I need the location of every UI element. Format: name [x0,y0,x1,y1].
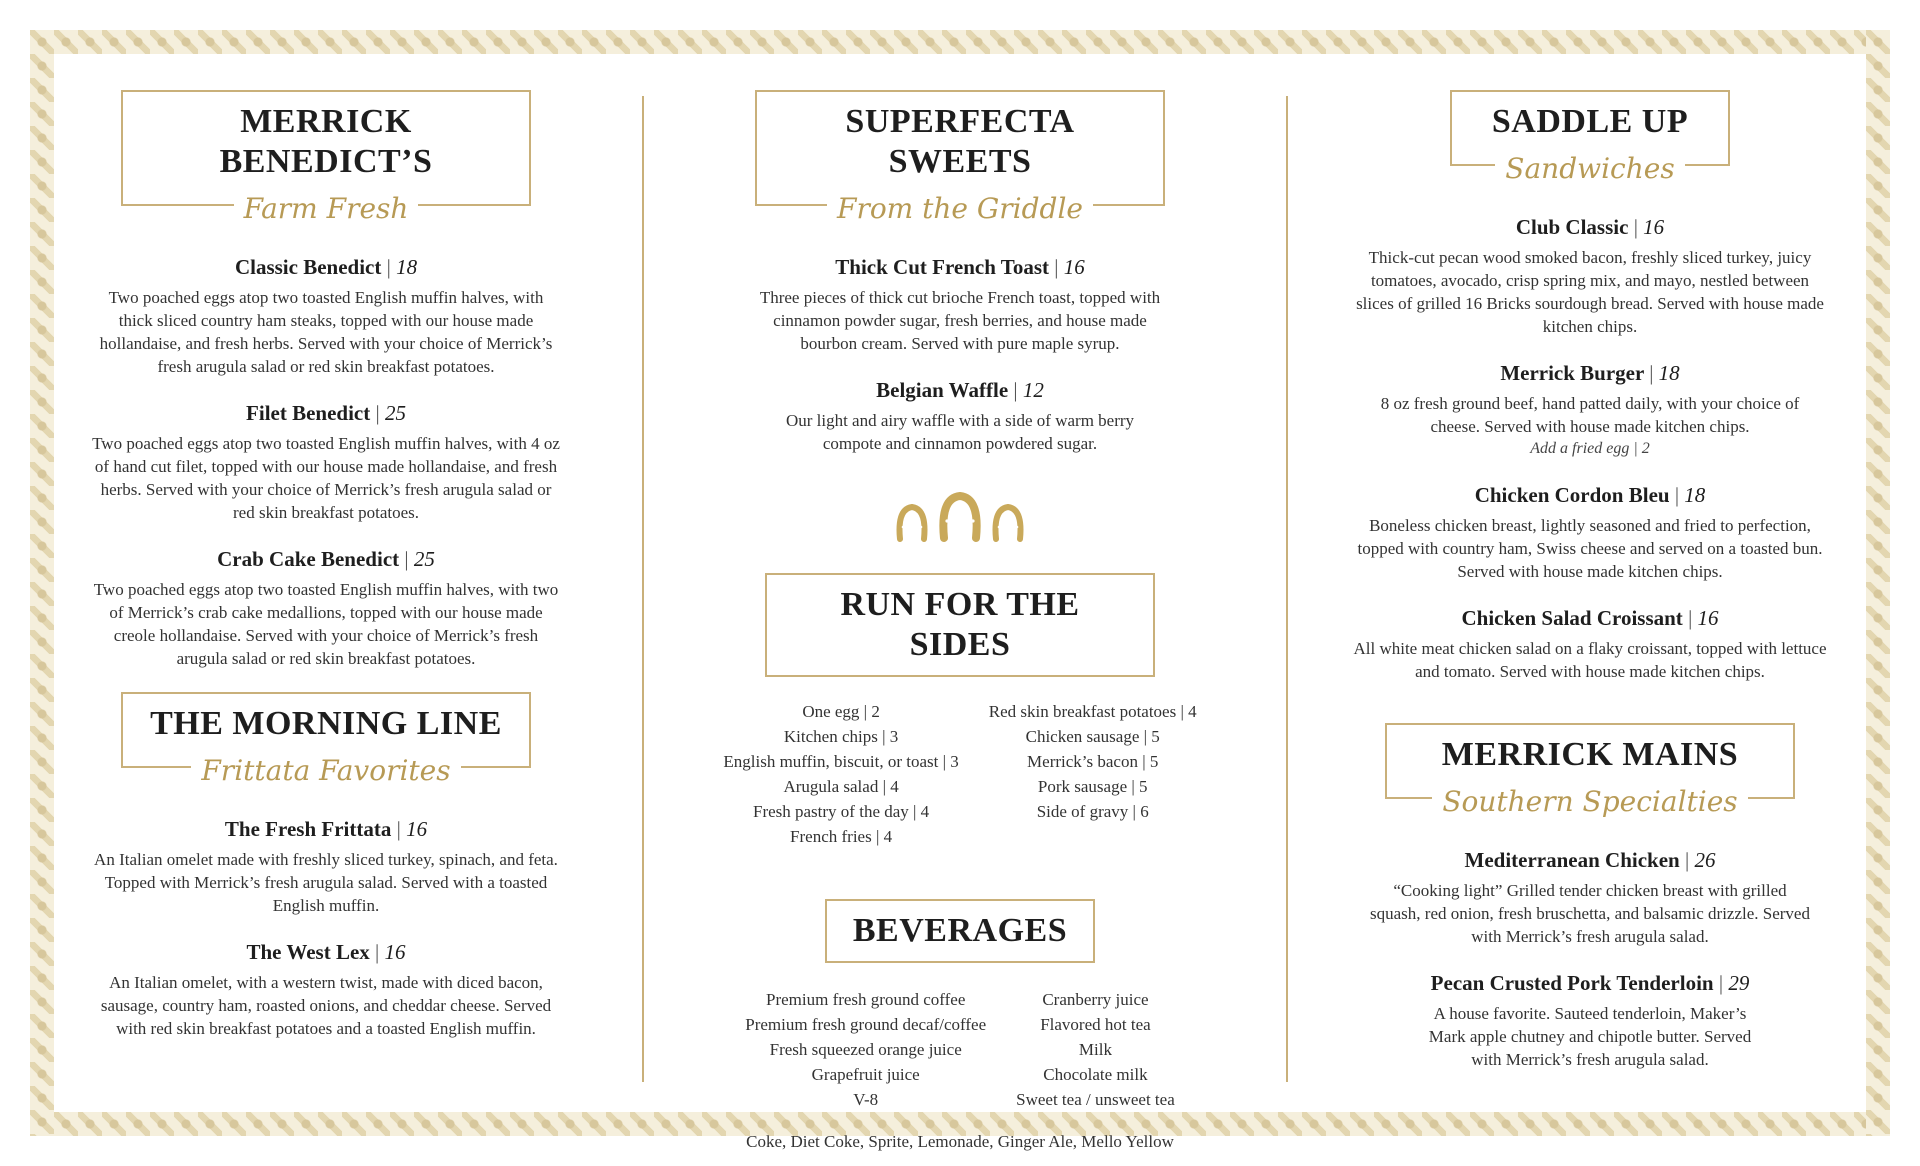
menu-item: Classic Benedict | 18 Two poached eggs atop two toasted English muffin halves, with thick sliced country ham steaks, topped with our house made hollandaise, and fresh herbs. Served with your choice of Merrick’s fresh arugula salad or red skin breakfast potatoes. [90,254,562,378]
item-price: 16 [406,817,428,841]
list-item: One egg | 2 [802,702,880,721]
item-description: 8 oz fresh ground beef, hand patted daily, with your choice of cheese. Served with house made kitchen chips. [1380,394,1800,436]
section-header-superfecta [700,90,1220,225]
menu-column-right [1350,90,1830,1071]
item-name: Chicken Cordon Bleu [1474,483,1670,507]
item-price: 26 [1694,848,1716,872]
item-name: Club Classic [1515,215,1629,239]
item-name: Pecan Crusted Pork Tenderloin [1430,971,1714,995]
item-description: All white meat chicken salad on a flaky croissant, topped with lettuce and tomato. Served with house made kitchen chips. [1353,639,1827,681]
item-price: 18 [1658,361,1680,385]
section-header-benedicts [90,90,562,225]
list-item: Milk [1078,1040,1112,1059]
item-note: Add a fried egg | 2 [1530,440,1650,457]
section-title: RUN FOR THE SIDES [840,586,1080,663]
column-divider-right [1286,96,1288,1082]
item-name: The Fresh Frittata [224,817,392,841]
list-item: Red skin breakfast potatoes | 4 [988,702,1197,721]
section-header-beverages [700,899,1220,963]
beverages-list-right [1016,987,1175,1112]
section-title: MERRICK BENEDICT’S [219,103,433,180]
item-description: Two poached eggs atop two toasted English muffin halves, with thick sliced country ham steaks, topped with our house made hollandaise, and fresh herbs. Served with your choice of Merrick’s fresh arugula salad or red skin breakfast potatoes. [99,288,553,376]
list-item: Premium fresh ground decaf/coffee [745,1015,987,1034]
item-description: Thick-cut pecan wood smoked bacon, freshly sliced turkey, juicy tomatoes, avocado, crisp spring mix, and mayo, nestled between slices of grilled 16 Bricks sourdough bread. Served with house made kitchen chips. [1356,248,1824,336]
decorative-border-right [1866,30,1890,1136]
item-description: Boneless chicken breast, lightly seasoned and fried to perfection, topped with country ham, Swiss cheese and served on a toasted bun. Served with house made kitchen chips. [1357,516,1823,581]
list-item: Kitchen chips | 3 [783,727,899,746]
item-price: 25 [384,401,406,425]
item-price: 12 [1022,378,1044,402]
section-header-sides [700,573,1220,677]
item-name: Crab Cake Benedict [217,547,400,571]
item-name: Chicken Salad Croissant [1461,606,1683,630]
horseshoe-icon [991,503,1025,543]
item-price: 18 [396,255,418,279]
item-description: Two poached eggs atop two toasted English muffin halves, with two of Merrick’s crab cake medallions, topped with our house made creole hollandaise. Served with your choice of Merrick’s fresh arugula salad or red skin breakfast potatoes. [93,580,559,668]
menu-item: Club Classic | 16 Thick-cut pecan wood smoked bacon, freshly sliced turkey, juicy tomatoes, avocado, crisp spring mix, and mayo, nestled between slices of grilled 16 Bricks sourdough bread. Served with house made kitchen chips. [1350,214,1830,338]
section-title: SUPERFECTA SWEETS [845,103,1075,180]
list-item: Side of gravy | 6 [1036,802,1149,821]
section-subtitle: Southern Specialties [1387,785,1793,819]
item-name: Mediterranean Chicken [1464,848,1680,872]
list-item: Merrick’s bacon | 5 [1027,752,1159,771]
sides-list-left [723,699,958,849]
item-name: Filet Benedict [246,401,371,425]
item-price: 16 [384,940,406,964]
list-item: Fresh squeezed orange juice [769,1040,962,1059]
menu-item: Mediterranean Chicken | 26 “Cooking light” Grilled tender chicken breast with grilled squash, red onion, fresh bruschetta, and balsamic drizzle. Served with Merrick’s fresh arugula salad. [1350,847,1830,948]
section-header-saddle-up [1350,90,1830,185]
section-subtitle: Frittata Favorites [123,754,529,788]
menu-item: Crab Cake Benedict | 25 Two poached eggs atop two toasted English muffin halves, with two of Merrick’s crab cake medallions, topped with our house made creole hollandaise. Served with your choice of Merrick’s fresh arugula salad or red skin breakfast potatoes. [90,546,562,670]
horseshoe-icon [937,491,983,543]
decorative-border-left [30,30,54,1136]
list-item: Chocolate milk [1043,1065,1148,1084]
horseshoe-icon [895,503,929,543]
list-item: Cranberry juice [1042,990,1149,1009]
horseshoe-ornament [700,491,1220,543]
menu-item: Thick Cut French Toast | 16 Three pieces of thick cut brioche French toast, topped with cinnamon powder sugar, fresh berries, and house made bourbon cream. Served with pure maple syrup. [700,254,1220,355]
item-price: 16 [1697,606,1719,630]
sides-list-right [989,699,1197,849]
item-name: The West Lex [246,940,370,964]
column-divider-left [642,96,644,1082]
beverages-list [700,987,1220,1112]
list-item: English muffin, biscuit, or toast | 3 [723,752,959,771]
item-price: 29 [1728,971,1750,995]
item-description: “Cooking light” Grilled tender chicken breast with grilled squash, red onion, fresh bruschetta, and balsamic drizzle. Served with Merrick’s fresh arugula salad. [1370,881,1810,946]
item-price: 18 [1684,483,1706,507]
list-item: Pork sausage | 5 [1037,777,1148,796]
list-item: V-8 [853,1090,879,1109]
list-item: Grapefruit juice [811,1065,920,1084]
menu-item: Merrick Burger | 18 8 oz fresh ground beef, hand patted daily, with your choice of cheese. Served with house made kitchen chips. Add a fried egg | 2 [1350,360,1830,460]
menu-item: The Fresh Frittata | 16 An Italian omelet made with freshly sliced turkey, spinach, and feta. Topped with Merrick’s fresh arugula salad. Served with a toasted English muffin. [90,816,562,917]
item-description: Two poached eggs atop two toasted English muffin halves, with 4 oz of hand cut filet, topped with our house made hollandaise, and fresh herbs. Served with your choice of Merrick’s fresh arugula salad or red skin breakfast potatoes. [92,434,560,522]
section-title: MERRICK MAINS [1441,736,1739,773]
item-name: Belgian Waffle [876,378,1009,402]
item-name: Classic Benedict [234,255,382,279]
item-name: Thick Cut French Toast [835,255,1050,279]
list-item: Flavored hot tea [1040,1015,1151,1034]
list-item: Fresh pastry of the day | 4 [752,802,930,821]
section-title: THE MORNING LINE [150,705,502,742]
menu-item: The West Lex | 16 An Italian omelet, with a western twist, made with diced bacon, sausage, country ham, roasted onions, and cheddar cheese. Served with red skin breakfast potatoes and a toasted English muffin. [90,939,562,1040]
list-item: Sweet tea / unsweet tea [1016,1090,1175,1109]
item-price: 16 [1063,255,1085,279]
menu-item: Pecan Crusted Pork Tenderloin | 29 A house favorite. Sauteed tenderloin, Maker’s Mark apple chutney and chipotle butter. Served with Merrick’s fresh arugula salad. [1350,970,1830,1071]
list-item: Arugula salad | 4 [783,777,899,796]
decorative-border-top [30,30,1890,54]
menu-item: Chicken Salad Croissant | 16 All white meat chicken salad on a flaky croissant, topped with lettuce and tomato. Served with house made kitchen chips. [1350,605,1830,683]
section-subtitle: From the Griddle [757,192,1163,226]
list-item: Premium fresh ground coffee [765,990,966,1009]
menu-item: Filet Benedict | 25 Two poached eggs atop two toasted English muffin halves, with 4 oz of hand cut filet, topped with our house made hollandaise, and fresh herbs. Served with your choice of Merrick’s fresh arugula salad or red skin breakfast potatoes. [90,400,562,524]
section-title: BEVERAGES [852,912,1068,949]
item-price: 16 [1643,215,1665,239]
item-description: Three pieces of thick cut brioche French toast, topped with cinnamon powder sugar, fresh berries, and house made bourbon cream. Served with pure maple syrup. [759,288,1161,353]
section-subtitle: Farm Fresh [123,192,529,226]
list-item: Chicken sausage | 5 [1025,727,1160,746]
section-header-merrick-mains [1350,723,1830,818]
list-item: French fries | 4 [790,827,893,846]
item-description: An Italian omelet made with freshly sliced turkey, spinach, and feta. Topped with Merrick’s fresh arugula salad. Served with a toasted English muffin. [94,850,558,915]
menu-item: Chicken Cordon Bleu | 18 Boneless chicken breast, lightly seasoned and fried to perfection, topped with country ham, Swiss cheese and served on a toasted bun. Served with house made kitchen chips. [1350,482,1830,583]
menu-column-center [700,90,1220,1154]
item-name: Merrick Burger [1500,361,1644,385]
sides-list [700,699,1220,849]
item-description: Our light and airy waffle with a side of warm berry compote and cinnamon powdered sugar. [785,411,1135,453]
soda-list: Coke, Diet Coke, Sprite, Lemonade, Ginger Ale, Mello Yellow [746,1132,1174,1151]
beverages-list-left [745,987,986,1112]
item-description: A house favorite. Sauteed tenderloin, Maker’s Mark apple chutney and chipotle butter. Served with Merrick’s fresh arugula salad. [1428,1004,1752,1069]
menu-item: Belgian Waffle | 12 Our light and airy waffle with a side of warm berry compote and cinnamon powdered sugar. [700,377,1220,455]
item-description: An Italian omelet, with a western twist, made with diced bacon, sausage, country ham, roasted onions, and cheddar cheese. Served with red skin breakfast potatoes and a toasted English muffin. [100,973,552,1038]
section-header-morning-line [90,692,562,787]
item-price: 25 [413,547,435,571]
section-title: SADDLE UP [1491,103,1689,140]
menu-column-left [90,90,562,1040]
section-subtitle: Sandwiches [1452,152,1728,186]
